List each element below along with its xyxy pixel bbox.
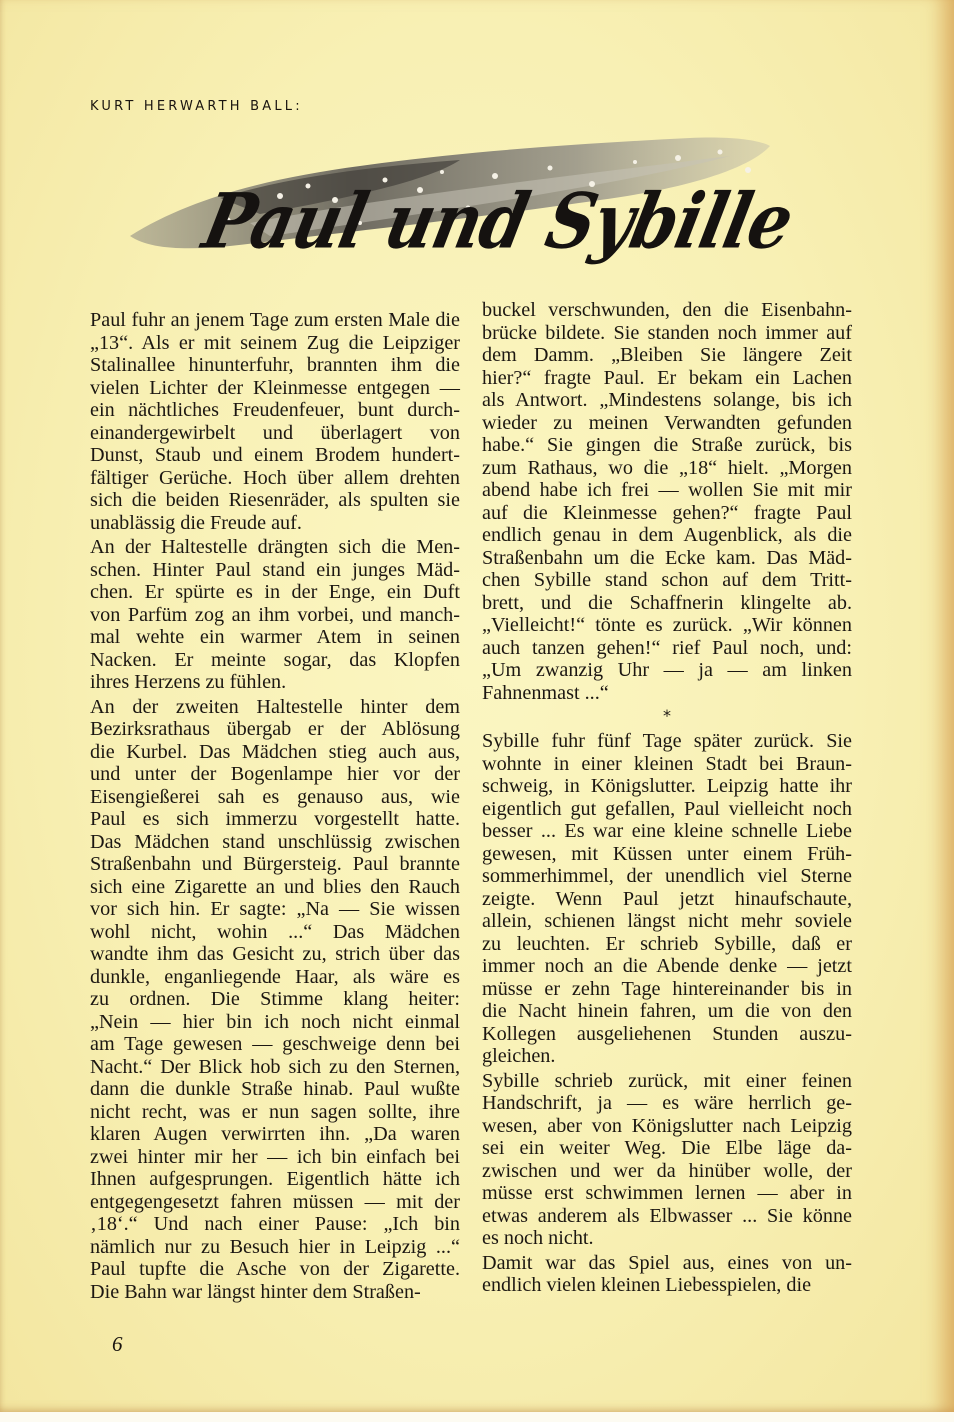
article-title: Paul und Sybille: [195, 176, 801, 266]
right-column-before-break: [482, 299, 852, 704]
page-number: 6: [112, 1332, 123, 1356]
text-line: immer noch an die Abende denke — jetzt: [482, 955, 852, 977]
text-line: zu leuchten. Er schrieb Sybille, daß er: [482, 932, 852, 955]
text-line: Sybille fuhr fünf Tage später zurück. Sie: [482, 730, 852, 752]
text-line: sich die beiden Riesenräder, als spulten sie: [90, 489, 460, 511]
text-line: ein nächtliches Freudenfeuer, bunt durch-: [90, 399, 460, 421]
text-line: schweig, in Königslutter. Leipzig hatte ihr: [482, 775, 852, 797]
text-line: sich eine Zigarette an und blies den Rauch: [90, 875, 460, 898]
text-line: dann die dunkle Straße hinab. Paul wußte: [90, 1078, 460, 1100]
text-line: wandte ihm das Gesicht zu, strich über das: [90, 943, 460, 965]
text-line: Bezirksrathaus übergab er der Ablösung: [90, 718, 460, 740]
author-byline: KURT HERWARTH BALL:: [90, 99, 303, 114]
text-line: die Nacht hinein fahren, um die von den: [482, 1000, 852, 1022]
text-line: zeigte. Wenn Paul jetzt hinaufschaute,: [482, 887, 852, 910]
text-line: etwas anderem als Elbwasser ... Sie könne: [482, 1204, 852, 1227]
text-line: „Vielleicht!“ tönte es zurück. „Wir können: [482, 614, 852, 636]
text-line: mal wehte ein warmer Atem in seinen: [90, 626, 460, 648]
paragraph: [482, 730, 852, 1068]
text-line: Handschrift, ja — es wäre herrlich ge-: [482, 1092, 852, 1114]
text-line: klaren Augen verwirrten ihn. „Da waren: [90, 1123, 460, 1145]
text-line: fältiger Gerüche. Hoch über allem drehten: [90, 466, 460, 489]
text-line: schen. Hinter Paul stand ein junges Mäd-: [90, 558, 460, 581]
text-line: Sybille schrieb zurück, mit einer feinen: [482, 1069, 852, 1092]
text-line: sei ein weiter Weg. Die Elbe läge da-: [482, 1137, 852, 1159]
text-line: „13“. Als er mit seinem Zug die Leipziger: [90, 331, 460, 354]
text-line: An der zweiten Haltestelle hinter dem: [90, 695, 460, 718]
text-line: nämlich nur zu Besuch hier in Leipzig ...“: [90, 1235, 460, 1258]
text-line: wesen, aber von Königslutter nach Leipzig: [482, 1114, 852, 1137]
text-line: müsse er zehn Tage hintereinander bis in: [482, 977, 852, 1000]
text-line: Paul es sich immerzu vorgestellt hatte.: [90, 808, 460, 830]
text-line: wohnte in einer kleinen Stadt bei Braun-: [482, 752, 852, 775]
text-line: Stalinallee hinunterfuhr, brannten ihm die: [90, 354, 460, 376]
text-line: allein, schienen längst nicht mehr soviele: [482, 910, 852, 932]
text-line: zwei hinter mir her — ich bin einfach bei: [90, 1145, 460, 1168]
text-line: sommerhimmel, der unendlich viel Sterne: [482, 865, 852, 887]
page-bottom-edge: [0, 1412, 954, 1422]
text-line: brett, und die Schaffnerin klingelte ab.: [482, 591, 852, 614]
text-line: entgegengesetzt fahren müssen — mit der: [90, 1190, 460, 1213]
paragraph: [90, 309, 460, 534]
text-line: vielen Lichter der Kleinmesse entgegen —: [90, 376, 460, 399]
text-line: endlich genau in dem Augenblick, als die: [482, 524, 852, 546]
text-line: ihres Herzens zu fühlen.: [90, 671, 287, 693]
text-line: Nacht.“ Der Blick hob sich zu den Sternen,: [90, 1055, 460, 1078]
text-line: Paul fuhr an jenem Tage zum ersten Male die: [90, 309, 460, 331]
text-line: wieder zu meinen Verwandten gefunden: [482, 411, 852, 434]
section-break-asterisk: *: [663, 706, 671, 725]
text-line: Das Mädchen stand unschlüssig zwischen: [90, 830, 460, 853]
text-line: Die Bahn war längst hinter dem Straßen-: [90, 1280, 421, 1303]
text-line: buckel verschwunden, den die Eisenbahn-: [482, 299, 852, 321]
text-line: chen. Er spürte es in der Enge, ein Duft: [90, 581, 460, 603]
paragraph: [482, 1070, 852, 1250]
text-line: abend habe ich frei — wollen Sie mit mir: [482, 479, 852, 501]
text-line: habe.“ Sie gingen die Straße zurück, bis: [482, 434, 852, 456]
text-line: endlich vielen kleinen Liebesspielen, die: [482, 1274, 812, 1296]
text-line: Straßenbahn um die Ecke kam. Das Mäd-: [482, 546, 852, 569]
paragraph: [482, 1252, 852, 1297]
text-line: zwischen und wer da hinüber wolle, der: [482, 1159, 852, 1182]
text-line: gleichen.: [482, 1045, 556, 1067]
text-line: „Nein — hier bin ich noch nicht einmal: [90, 1010, 460, 1033]
text-line: wohl nicht, wohin ...“ Das Mädchen: [90, 920, 460, 943]
text-line: hier?“ fragte Paul. Er bekam ein Lachen: [482, 366, 852, 389]
text-line: gewesen, mit Küssen unter einem Früh-: [482, 842, 852, 865]
text-line: nicht recht, was er nun sagen sollte, ihre: [90, 1100, 460, 1123]
text-line: Paul tupfte die Asche von der Zigarette.: [90, 1258, 460, 1280]
text-line: Dunst, Staub und einem Brodem hundert-: [90, 444, 460, 466]
text-line: ‚18‘.“ Und nach einer Pause: „Ich bin: [90, 1213, 460, 1235]
right-column-after-break: [482, 730, 852, 1297]
text-line: Nacken. Er meinte sogar, das Klopfen: [90, 648, 460, 671]
text-line: Fahnenmast ...“: [482, 681, 609, 704]
text-line: zum Rathaus, wo die „18“ hielt. „Morgen: [482, 456, 852, 479]
text-line: An der Haltestelle drängten sich die Men-: [90, 536, 460, 558]
text-line: auf die Kleinmesse gehen?“ fragte Paul: [482, 501, 852, 524]
text-line: brücke bildete. Sie standen noch immer auf: [482, 321, 852, 344]
text-line: Damit war das Spiel aus, eines von un-: [482, 1251, 852, 1274]
paragraph: [90, 696, 460, 1304]
text-line: Kollegen ausgeliehenen Stunden auszu-: [482, 1022, 852, 1045]
left-text-column: [90, 309, 460, 1305]
right-text-column: [482, 299, 852, 1299]
text-line: dunkle, enganliegende Haar, als wäre es: [90, 965, 460, 988]
text-line: Straßenbahn und Bürgersteig. Paul brannte: [90, 853, 460, 875]
text-line: chen Sybille stand schon auf dem Tritt-: [482, 569, 852, 591]
text-line: unablässig die Freude auf.: [90, 511, 302, 534]
text-line: Eisengießerei sah es genauso aus, wie: [90, 785, 460, 808]
text-line: am Tage gewesen — geschweige denn bei: [90, 1033, 460, 1055]
text-line: als Antwort. „Mindestens solange, bis ich: [482, 389, 852, 411]
text-line: vor sich hin. Er sagte: „Na — Sie wissen: [90, 898, 460, 920]
text-line: die Kurbel. Das Mädchen stieg auch aus,: [90, 740, 460, 763]
text-line: eigentlich gut gefallen, Paul vielleicht noch: [482, 797, 852, 820]
text-line: zu ordnen. Die Stimme klang heiter:: [90, 988, 460, 1010]
paragraph: [482, 299, 852, 704]
text-line: und unter der Bogenlampe hier vor der: [90, 763, 460, 785]
text-line: besser ... Es war eine kleine schnelle Liebe: [482, 820, 852, 842]
text-line: Ihnen aufgesprungen. Eigentlich hätte ich: [90, 1168, 460, 1190]
text-line: dem Damm. „Bleiben Sie längere Zeit: [482, 344, 852, 366]
text-line: von Parfüm zog an ihm vorbei, und manch-: [90, 603, 460, 626]
text-line: auch tanzen gehen!“ rief Paul noch, und:: [482, 636, 852, 659]
paragraph: [90, 536, 460, 694]
text-line: „Um zwanzig Uhr — ja — am linken: [482, 659, 852, 681]
text-line: müsse erst schwimmen lernen — aber in: [482, 1182, 852, 1204]
text-line: es noch nicht.: [482, 1227, 594, 1249]
text-line: einandergewirbelt und überlagert von: [90, 421, 460, 444]
